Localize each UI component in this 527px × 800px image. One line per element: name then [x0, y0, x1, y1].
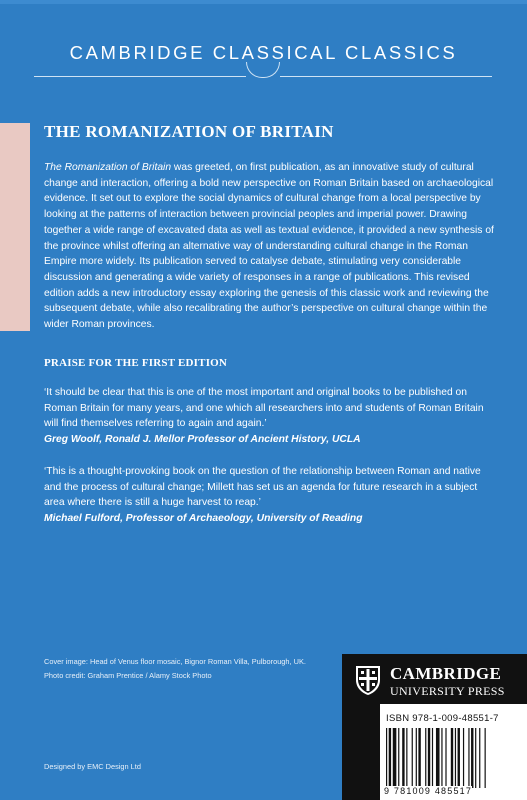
book-title: THE ROMANIZATION OF BRITAIN: [44, 122, 334, 141]
barcode-bar: [398, 728, 399, 788]
praise-quote-1: [44, 385, 494, 447]
quote-text: ‘This is a thought-provoking book on the question of the relationship between Roman and native and the process of cultural change; Millett has set us an agenda for future research in a subject area where there is still a huge harvest to reap.’: [44, 466, 481, 509]
barcode-bar: [386, 728, 387, 788]
quote-attribution: Greg Woolf, Ronald J. Mellor Professor of Ancient History, UCLA: [44, 433, 361, 445]
top-edge: [0, 0, 527, 4]
barcode-bar: [479, 728, 480, 788]
barcode-bar: [406, 728, 407, 788]
designer-credit: Designed by EMC Design Ltd: [44, 762, 141, 771]
barcode-bar: [389, 728, 391, 788]
barcode-bar: [432, 728, 433, 788]
quote-attribution: Michael Fulford, Professor of Archaeology, University of Reading: [44, 512, 363, 524]
cover-image-credit: Cover image: Head of Venus floor mosaic, Bignor Roman Villa, Pulborough, UK. Photo credit: Graham Prentice / Alamy Stock Photo: [44, 657, 306, 680]
barcode-bar: [412, 728, 413, 788]
rule-right: [280, 76, 492, 77]
barcode-bar: [418, 728, 420, 788]
barcode: [384, 728, 524, 788]
praise-quote-2: [44, 464, 494, 526]
barcode-bar: [471, 728, 473, 788]
rule-left: [34, 76, 246, 77]
barcode-bar: [416, 728, 417, 788]
barcode-bar: [393, 728, 397, 788]
barcode-bar: [463, 728, 464, 788]
barcode-bar: [402, 728, 404, 788]
barcode-bar: [436, 728, 440, 788]
barcode-digits: 9 781009 485517: [384, 786, 473, 796]
barcode-bar: [428, 728, 430, 788]
barcode-bar: [458, 728, 460, 788]
barcode-bar: [441, 728, 442, 788]
rule-arc: [246, 62, 280, 78]
series-title: CAMBRIDGE CLASSICAL CLASSICS: [69, 42, 458, 63]
description: [44, 160, 494, 333]
barcode-bar: [485, 728, 486, 788]
barcode-bar: [451, 728, 453, 788]
accent-strip: [0, 123, 30, 331]
barcode-bar: [425, 728, 426, 788]
crest-icon: [354, 664, 382, 696]
quote-text: ‘It should be clear that this is one of the most important and original books to be published on Roman Britain for many years, and one which all researchers into and students of Roman Britain will find themselves referring to again and again.’: [44, 387, 484, 430]
series-rule: [34, 76, 492, 90]
praise-heading: PRAISE FOR THE FIRST EDITION: [44, 357, 228, 369]
description-italic-lead: The Romanization of Britain: [44, 162, 172, 173]
publisher-subname: UNIVERSITY PRESS: [390, 684, 505, 698]
description-body: was greeted, on first publication, as an innovative study of cultural change and interaction, offering a bold new perspective on Roman Britain based on archaeological evidence. It set out to explore the social dynamics of cultural change from a local perspective by looking at the patterns of interaction between provincial peoples and imperial power. Drawing together a wide range of excavated data as well as textual evidence, it provided a new synthesis of the province whilst offering an alternative way of understanding cultural change in the Roman Empire more widely. Its publication served to catalyse debate, stimulating very considerable discussion and generating a wide variety of responses in a range of publications. This revised edition adds a new introductory essay exploring the genesis of this classic work and reviewing the subsequent debate, while also recalibrating the author’s perspective on cultural change within the wider Roman provinces.: [44, 162, 494, 331]
publisher-box: [342, 654, 527, 800]
barcode-bar: [468, 728, 469, 788]
barcode-bar: [455, 728, 456, 788]
isbn-label: ISBN 978-1-009-48551-7: [386, 713, 499, 724]
barcode-bar: [475, 728, 476, 788]
barcode-bar: [445, 728, 446, 788]
barcode-panel: [380, 704, 527, 800]
publisher-name: CAMBRIDGE: [390, 664, 502, 683]
